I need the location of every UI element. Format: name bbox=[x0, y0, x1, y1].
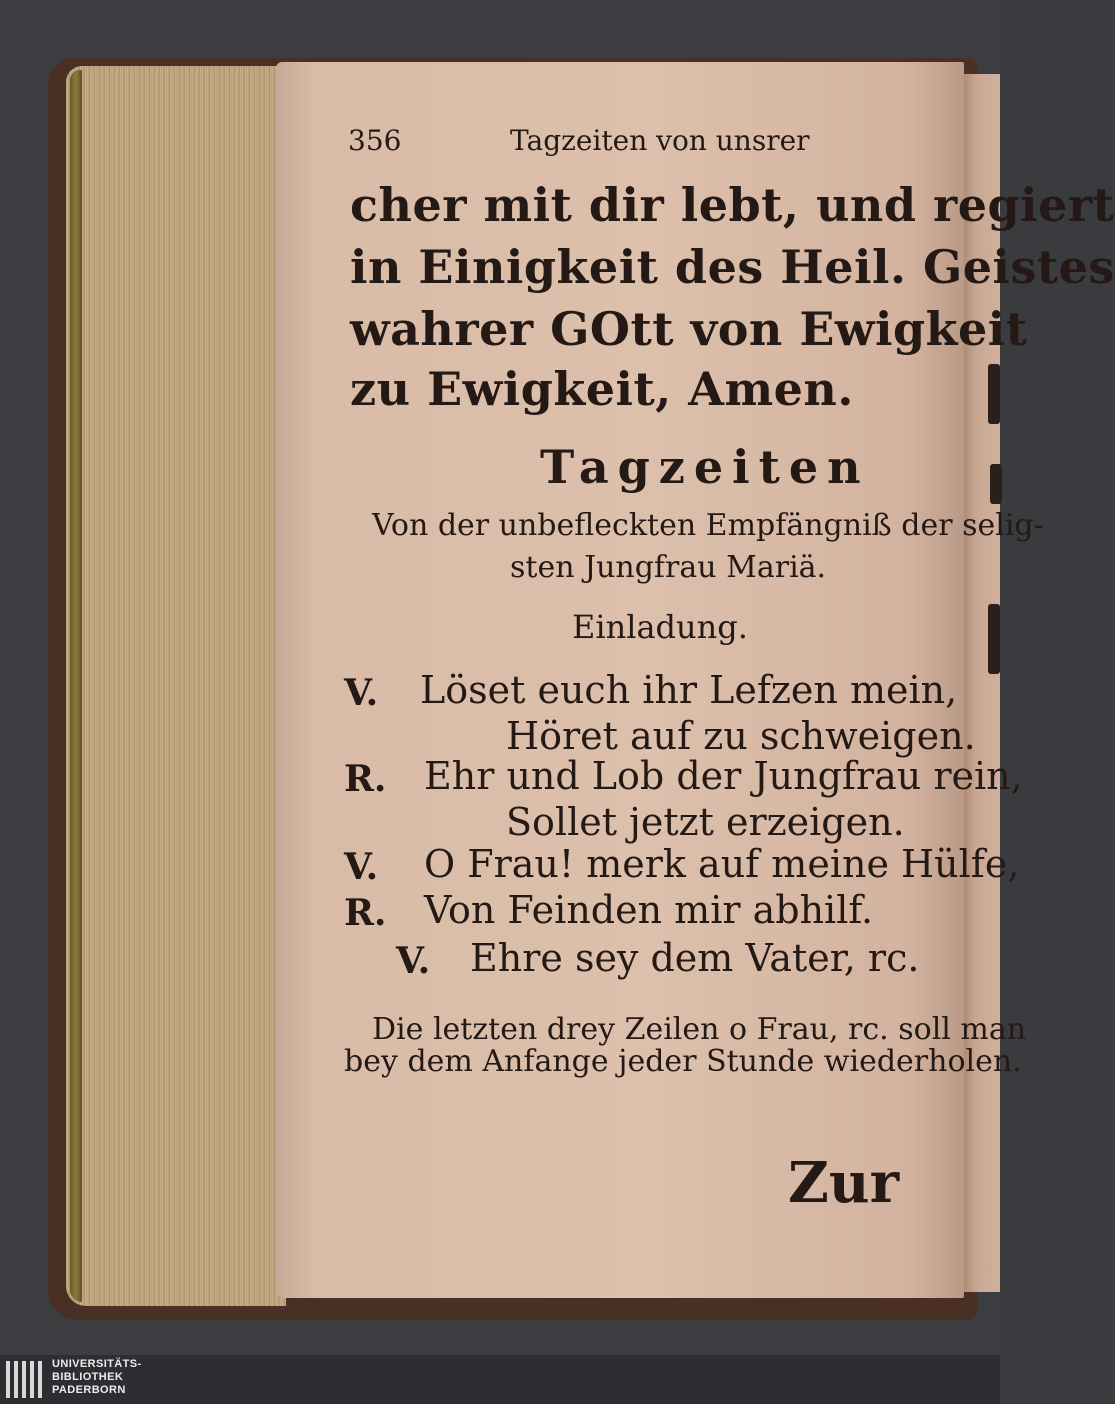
facing-glyph bbox=[990, 464, 1002, 504]
verse-line: Ehre sey dem Vater, rc. bbox=[470, 936, 920, 980]
invitation-heading: Einladung. bbox=[572, 608, 748, 646]
running-head: Tagzeiten von unsrer bbox=[510, 124, 810, 157]
verse-line: Höret auf zu schweigen. bbox=[506, 714, 976, 758]
facing-glyph bbox=[988, 364, 1000, 424]
library-logo-text: PADERBORN bbox=[52, 1384, 126, 1396]
note-line: bey dem Anfange jeder Stunde wiederholen. bbox=[344, 1044, 1022, 1079]
verse-mark: V. bbox=[344, 846, 379, 888]
subtitle-line: Von der unbefleckten Empfängniß der selig- bbox=[372, 508, 1044, 543]
catchword: Zur bbox=[788, 1150, 900, 1216]
continued-line: cher mit dir lebt, und regiert bbox=[350, 178, 1115, 232]
facing-glyph bbox=[988, 604, 1000, 674]
continued-line: wahrer GOtt von Ewigkeit bbox=[350, 302, 1028, 356]
verse-line: Löset euch ihr Lefzen mein, bbox=[420, 668, 958, 712]
library-logo-text: UNIVERSITÄTS- bbox=[52, 1358, 142, 1370]
continued-line: in Einigkeit des Heil. Geistes bbox=[350, 240, 1115, 294]
section-title: Tagzeiten bbox=[540, 440, 870, 494]
verse-mark: R. bbox=[344, 758, 387, 800]
gilt-edge bbox=[70, 70, 82, 1302]
page-number: 356 bbox=[348, 124, 402, 157]
verse-mark: R. bbox=[344, 892, 387, 934]
page-edges bbox=[66, 66, 286, 1306]
footer-bar bbox=[0, 1355, 1000, 1404]
verse-mark: V. bbox=[344, 672, 379, 714]
subtitle-line: sten Jungfrau Mariä. bbox=[510, 550, 827, 585]
continued-line: zu Ewigkeit, Amen. bbox=[350, 362, 854, 416]
verse-line: Ehr und Lob der Jungfrau rein, bbox=[424, 754, 1023, 798]
verse-line: Sollet jetzt erzeigen. bbox=[506, 800, 905, 844]
library-logo-icon bbox=[6, 1361, 46, 1398]
verse-mark: V. bbox=[396, 940, 431, 982]
verse-line: Von Feinden mir abhilf. bbox=[424, 888, 874, 932]
note-line: Die letzten drey Zeilen o Frau, rc. soll man bbox=[372, 1012, 1027, 1047]
library-logo-text: BIBLIOTHEK bbox=[52, 1371, 124, 1383]
verse-line: O Frau! merk auf meine Hülfe, bbox=[424, 842, 1020, 886]
